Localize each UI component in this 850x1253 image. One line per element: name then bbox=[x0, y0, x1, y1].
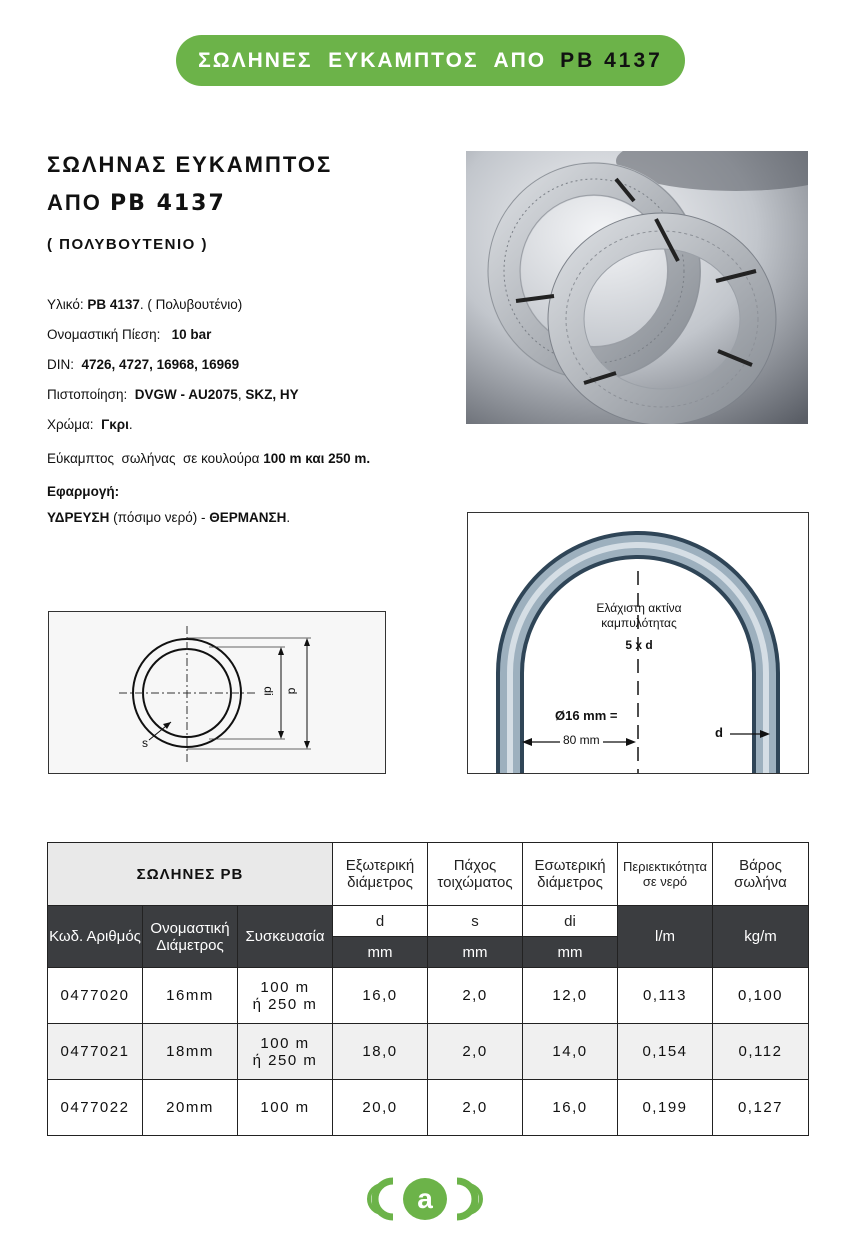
bend-radius-diagram bbox=[467, 512, 809, 774]
cell-package bbox=[238, 1080, 333, 1136]
package-line1: 100 m bbox=[260, 1034, 310, 1052]
package-line1: 100 m bbox=[260, 978, 310, 996]
cert-value2: SKZ, HY bbox=[245, 387, 299, 402]
spec-application-label bbox=[47, 484, 119, 499]
unit-d: mm bbox=[333, 937, 428, 968]
col-outer-diameter: Εξωτερική διάμετρος bbox=[333, 843, 428, 906]
din-label: DIN: bbox=[47, 357, 74, 372]
cell-capacity: 0,154 bbox=[618, 1024, 713, 1080]
cell-di: 16,0 bbox=[523, 1080, 618, 1136]
bend-title-line2: καμπυλότητας bbox=[601, 616, 677, 630]
cell-nominal: 18mm bbox=[143, 1024, 238, 1080]
material-note: . ( Πολυβουτένιο) bbox=[139, 297, 243, 312]
material-label: Υλικό: bbox=[47, 297, 84, 312]
package-line2: ή 250 m bbox=[252, 995, 318, 1013]
product-subtitle: ( ΠΟΛΥΒΟΥΤΕΝΙΟ ) bbox=[47, 236, 208, 253]
cell-weight: 0,112 bbox=[713, 1024, 809, 1080]
unit-di: mm bbox=[523, 937, 618, 968]
application-label: Εφαρμογή: bbox=[47, 484, 120, 499]
package-line2: ή 250 m bbox=[252, 1051, 318, 1069]
spec-pressure bbox=[47, 327, 211, 342]
cell-s: 2,0 bbox=[428, 968, 523, 1024]
col-inner-diameter: Εσωτερική διάμετρος bbox=[523, 843, 618, 906]
cell-nominal: 20mm bbox=[143, 1080, 238, 1136]
material-value: PB 4137 bbox=[87, 297, 140, 312]
application-mid: (πόσιμο νερό) - bbox=[109, 510, 210, 525]
col-package: Συσκευασία bbox=[238, 906, 333, 968]
table-row bbox=[48, 968, 809, 1024]
color-end: . bbox=[128, 417, 133, 432]
product-title-line1: ΣΩΛΗΝΑΣ ΕΥΚΑΜΠΤΟΣ bbox=[47, 152, 333, 177]
din-value: 4726, 4727, 16968, 16969 bbox=[81, 357, 240, 372]
bend-ratio: 5 x d bbox=[625, 638, 653, 652]
pipe-coils-illustration bbox=[466, 151, 808, 424]
header-banner bbox=[176, 35, 685, 86]
sym-s: s bbox=[428, 906, 523, 937]
col-weight: Βάρος σωλήνα bbox=[713, 843, 809, 906]
product-title-line2 bbox=[47, 190, 226, 216]
color-value: Γκρι bbox=[101, 417, 129, 432]
col-nominal: Ονομαστική Διάμετρος bbox=[143, 906, 238, 968]
spec-material bbox=[47, 297, 242, 312]
cell-code: 0477022 bbox=[48, 1080, 143, 1136]
pressure-value: 10 bar bbox=[171, 327, 212, 342]
spec-certification bbox=[47, 387, 299, 402]
label-di: di bbox=[261, 686, 276, 696]
bend-title-line1: Ελάχιστη ακτίνα bbox=[596, 601, 682, 615]
pressure-label: Ονομαστική Πίεση: bbox=[47, 327, 161, 342]
pipe-section-diagram bbox=[48, 611, 386, 774]
sym-d: d bbox=[333, 906, 428, 937]
cert-label: Πιστοποίηση: bbox=[47, 387, 128, 402]
col-water-capacity: Περιεκτικότητα σε νερό bbox=[618, 843, 713, 906]
application-value2: ΘΕΡΜΑΝΣΗ bbox=[209, 510, 287, 525]
cell-s: 2,0 bbox=[428, 1024, 523, 1080]
cell-d: 16,0 bbox=[333, 968, 428, 1024]
bend-diameter-label: Ø16 mm = bbox=[555, 708, 618, 723]
label-d: d bbox=[285, 687, 300, 695]
group-header: ΣΩΛΗΝΕΣ PB bbox=[48, 843, 333, 906]
cell-di: 14,0 bbox=[523, 1024, 618, 1080]
cell-package bbox=[238, 968, 333, 1024]
cell-weight: 0,127 bbox=[713, 1080, 809, 1136]
application-end: . bbox=[286, 510, 291, 525]
col-code: Κωδ. Αριθμός bbox=[48, 906, 143, 968]
banner-code: PB 4137 bbox=[560, 48, 663, 72]
cell-weight: 0,100 bbox=[713, 968, 809, 1024]
color-label: Χρώμα: bbox=[47, 417, 94, 432]
table-row bbox=[48, 1080, 809, 1136]
cert-value1: DVGW - AU2075 bbox=[134, 387, 238, 402]
table-header-row-1 bbox=[48, 843, 809, 906]
table-row bbox=[48, 1024, 809, 1080]
spec-application bbox=[47, 510, 290, 525]
pipe-spec-table bbox=[47, 842, 809, 1136]
cell-nominal: 16mm bbox=[143, 968, 238, 1024]
spec-color bbox=[47, 417, 133, 432]
cell-code: 0477021 bbox=[48, 1024, 143, 1080]
table-header-row-2 bbox=[48, 906, 809, 937]
sym-di: di bbox=[523, 906, 618, 937]
coil-value: 100 m και 250 m. bbox=[263, 451, 371, 466]
label-s: s bbox=[142, 736, 148, 750]
spec-din bbox=[47, 357, 239, 372]
brand-logo bbox=[363, 1175, 487, 1223]
cert-sep: , bbox=[237, 387, 246, 402]
unit-weight: kg/m bbox=[713, 906, 809, 968]
cell-package bbox=[238, 1024, 333, 1080]
coil-text: Εύκαμπτος σωλήνας σε κουλούρα bbox=[47, 451, 260, 466]
bend-distance-label: 80 mm bbox=[560, 733, 603, 747]
title-code: PB 4137 bbox=[110, 191, 226, 216]
application-value1: ΥΔΡΕΥΣΗ bbox=[47, 510, 110, 525]
cell-d: 18,0 bbox=[333, 1024, 428, 1080]
bend-d-label: d bbox=[715, 725, 723, 740]
title-prefix: ΑΠΟ bbox=[47, 190, 102, 215]
col-wall-thickness: Πάχος τοιχώματος bbox=[428, 843, 523, 906]
brand-logo-icon bbox=[363, 1175, 487, 1223]
cell-capacity: 0,113 bbox=[618, 968, 713, 1024]
banner-title: ΣΩΛΗΝΕΣ ΕΥΚΑΜΠΤΟΣ ΑΠΟ bbox=[198, 48, 547, 72]
unit-s: mm bbox=[428, 937, 523, 968]
spec-coil bbox=[47, 451, 370, 466]
package-line1: 100 m bbox=[260, 1099, 310, 1116]
cell-s: 2,0 bbox=[428, 1080, 523, 1136]
cell-capacity: 0,199 bbox=[618, 1080, 713, 1136]
pipe-section-drawing bbox=[49, 612, 385, 773]
product-photo bbox=[466, 151, 808, 424]
cell-code: 0477020 bbox=[48, 968, 143, 1024]
logo-letter: a bbox=[417, 1183, 433, 1214]
unit-capacity: l/m bbox=[618, 906, 713, 968]
cell-d: 20,0 bbox=[333, 1080, 428, 1136]
cell-di: 12,0 bbox=[523, 968, 618, 1024]
